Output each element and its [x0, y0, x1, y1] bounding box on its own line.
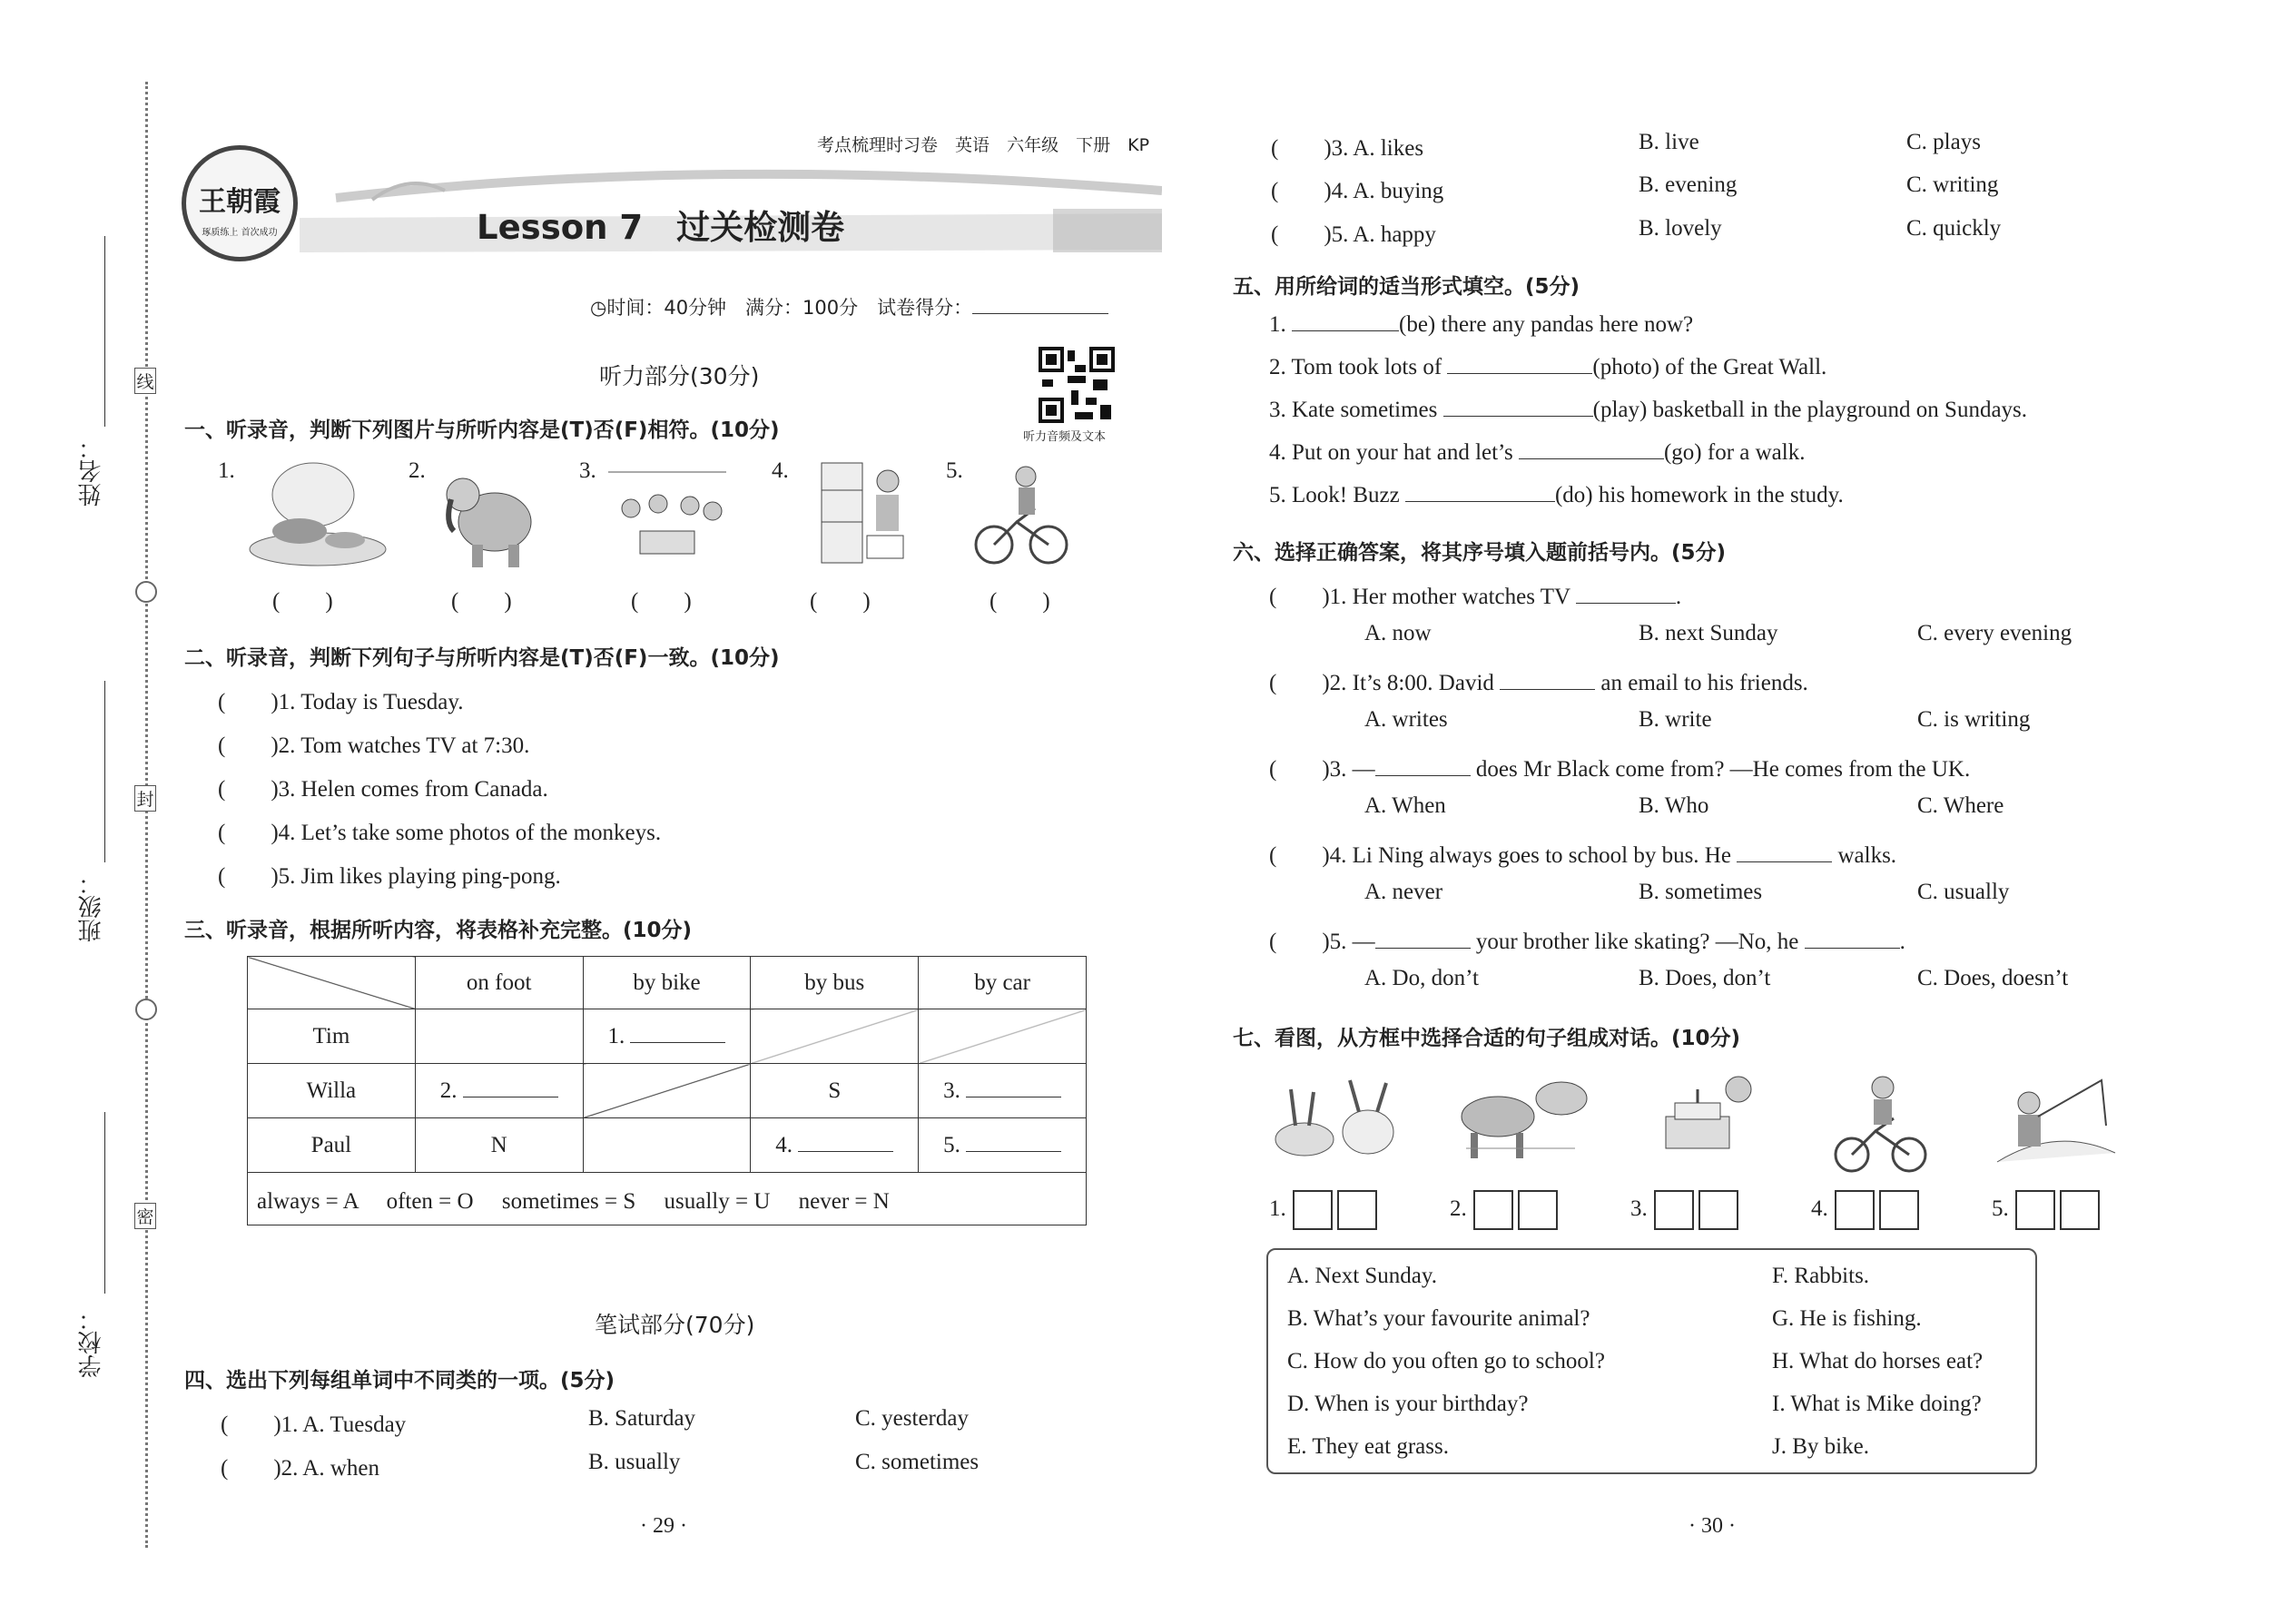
table-header: on foot — [415, 957, 583, 1009]
s7-option: G. He is fishing. — [1772, 1306, 1922, 1331]
s4-item-q: ( )2. A. when — [221, 1456, 379, 1481]
table-header: by bike — [583, 957, 751, 1009]
s7-option: E. They eat grass. — [1287, 1434, 1449, 1459]
s7-answer-box[interactable] — [1835, 1190, 1875, 1230]
page-number-left: · 29 · — [640, 1514, 687, 1538]
s4-item-q: ( )5. A. happy — [1271, 222, 1436, 247]
table-cell — [583, 1118, 751, 1173]
section3-title: 三、听录音，根据所听内容，将表格补充完整。(10分) — [184, 919, 693, 942]
table-row-name: Willa — [248, 1064, 416, 1118]
s7-answer-box[interactable] — [1654, 1190, 1694, 1230]
s6-question: ( )4. Li Ning always goes to school by bus. He walks. — [1269, 843, 1897, 868]
page-title: Lesson 7 过关检测卷 — [477, 208, 845, 247]
table-row-name: Paul — [248, 1118, 416, 1173]
s1-answer-3[interactable]: ( ) — [631, 589, 692, 614]
name-label: 姓名： — [78, 436, 105, 507]
s6-option-c: C. usually — [1917, 880, 2010, 904]
s1-num-2: 2. — [409, 458, 426, 483]
s7-num-4: 4. — [1811, 1196, 1828, 1221]
s1-num-4: 4. — [772, 458, 789, 483]
s6-option-b: B. Who — [1639, 793, 1709, 818]
s2-item: ( )4. Let’s take some photos of the monkeys. — [218, 821, 662, 845]
s6-option-a: A. Do, don’t — [1364, 966, 1479, 990]
seal-mi: 密 — [134, 1203, 156, 1229]
s4-item-q: ( )3. A. likes — [1271, 136, 1424, 161]
picture-sleeping-animals — [245, 454, 390, 567]
seal-feng: 封 — [134, 785, 156, 812]
s6-option-a: A. When — [1364, 793, 1446, 818]
s1-num-1: 1. — [218, 458, 235, 483]
s6-option-a: A. writes — [1364, 707, 1448, 732]
s7-answer-box[interactable] — [1879, 1190, 1919, 1230]
s2-item: ( )5. Jim likes playing ping-pong. — [218, 864, 561, 889]
s6-question: ( )2. It’s 8:00. David an email to his friends. — [1269, 671, 1808, 695]
s5-item[interactable]: 1. (be) there any pandas here now? — [1269, 312, 1694, 337]
s6-option-b: B. next Sunday — [1639, 621, 1778, 645]
s7-answer-box[interactable] — [1698, 1190, 1738, 1230]
s4-item-b: B. evening — [1639, 172, 1738, 197]
s4-item-c: C. writing — [1906, 172, 1999, 197]
s7-num-3: 3. — [1630, 1196, 1648, 1221]
s2-item: ( )3. Helen comes from Canada. — [218, 777, 548, 802]
header-series: 考点梳理时习卷 英语 六年级 下册 KP — [817, 135, 1150, 155]
s7-option: F. Rabbits. — [1772, 1264, 1870, 1288]
margin-ornament-icon — [135, 999, 157, 1020]
s7-answer-box[interactable] — [1518, 1190, 1558, 1230]
margin-ornament-icon — [135, 581, 157, 603]
picture-fishing — [1993, 1071, 2120, 1176]
s7-answer-box[interactable] — [1473, 1190, 1513, 1230]
s7-answer-box[interactable] — [1293, 1190, 1333, 1230]
s4-item-q: ( )4. A. buying — [1271, 179, 1444, 203]
table-cell-dotted — [751, 1009, 919, 1064]
s7-option: H. What do horses eat? — [1772, 1349, 1984, 1373]
s6-option-b: B. write — [1639, 707, 1712, 732]
binding-dotted-line — [145, 82, 148, 1548]
s1-answer-4[interactable]: ( ) — [810, 589, 871, 614]
table-cell: N — [415, 1118, 583, 1173]
qr-code — [1039, 347, 1115, 423]
qr-caption: 听力音频及文本 — [1023, 430, 1107, 444]
picture-birthday-cake — [1639, 1062, 1775, 1162]
s6-option-c: C. is writing — [1917, 707, 2031, 732]
s5-item[interactable]: 4. Put on your hat and let’s (go) for a walk. — [1269, 440, 1806, 465]
s5-item[interactable]: 2. Tom took lots of (photo) of the Great Wall. — [1269, 355, 1827, 379]
s6-question: ( )5. — your brother like skating? —No, he . — [1269, 930, 1905, 954]
picture-supermarket — [817, 458, 912, 572]
section7-title: 七、看图，从方框中选择合适的句子组成对话。(10分) — [1233, 1027, 1741, 1050]
class-line — [104, 681, 105, 862]
picture-horses — [1448, 1062, 1593, 1162]
s7-answer-box[interactable] — [2060, 1190, 2100, 1230]
s2-item: ( )2. Tom watches TV at 7:30. — [218, 733, 530, 758]
s6-question: ( )3. — does Mr Black come from? —He comes from the UK. — [1269, 757, 1971, 782]
school-line — [104, 1112, 105, 1294]
s1-answer-1[interactable]: ( ) — [272, 589, 333, 614]
s6-option-c: C. Where — [1917, 793, 2004, 818]
table-cell-dotted — [919, 1009, 1087, 1064]
s6-option-a: A. never — [1364, 880, 1443, 904]
clock-icon: ◷ — [590, 297, 607, 319]
s1-num-3: 3. — [579, 458, 596, 483]
picture-party-children — [604, 458, 731, 572]
s7-option: I. What is Mike doing? — [1772, 1392, 1982, 1416]
s7-option: J. By bike. — [1772, 1434, 1869, 1459]
school-label: 学校： — [78, 1307, 105, 1378]
exam-info: ◷时间：40分钟 满分：100分 试卷得分： — [590, 293, 1108, 320]
picture-boy-cycling — [971, 458, 1071, 572]
section1-title: 一、听录音，判断下列图片与所听内容是(T)否(F)相符。(10分) — [184, 418, 780, 442]
s7-answer-box[interactable] — [1337, 1190, 1377, 1230]
s4-item-c: C. plays — [1906, 130, 1981, 154]
table-cell[interactable]: 4. — [751, 1118, 919, 1173]
class-label: 班级： — [78, 871, 105, 942]
s1-answer-2[interactable]: ( ) — [451, 589, 512, 614]
page-number-right: · 30 · — [1689, 1514, 1736, 1538]
table-header: by bus — [751, 957, 919, 1009]
s6-option-b: B. sometimes — [1639, 880, 1763, 904]
seal-xian: 线 — [134, 368, 156, 394]
s7-num-2: 2. — [1450, 1196, 1467, 1221]
s4-item-c: C. quickly — [1906, 216, 2002, 241]
picture-elephant — [440, 458, 540, 572]
table-cell[interactable]: 2. — [415, 1064, 583, 1118]
s6-option-b: B. Does, don’t — [1639, 966, 1771, 990]
table-cell[interactable]: 1. — [583, 1009, 751, 1064]
transport-table — [247, 956, 1087, 1225]
section2-title: 二、听录音，判断下列句子与所听内容是(T)否(F)一致。(10分) — [184, 646, 780, 670]
table-row-name: Tim — [248, 1009, 416, 1064]
table-legend: always = A often = O sometimes = S usually = U never = N — [248, 1173, 1087, 1225]
name-line — [104, 236, 105, 427]
s6-option-c: C. Does, doesn’t — [1917, 966, 2069, 990]
s5-item[interactable]: 3. Kate sometimes (play) basketball in the playground on Sundays. — [1269, 398, 2028, 422]
s6-option-c: C. every evening — [1917, 621, 2072, 645]
table-header: by car — [919, 957, 1087, 1009]
section4-title: 四、选出下列每组单词中不同类的一项。(5分) — [184, 1369, 615, 1393]
table-cell[interactable]: 3. — [919, 1064, 1087, 1118]
s7-option: B. What’s your favourite animal? — [1287, 1306, 1590, 1331]
s7-answer-box[interactable] — [2015, 1190, 2055, 1230]
s4-item-b: B. lovely — [1639, 216, 1722, 241]
s7-num-5: 5. — [1992, 1196, 2009, 1221]
s6-question: ( )1. Her mother watches TV . — [1269, 585, 1682, 609]
brand-logo: 王朝霞 琢质练上 首次成功 — [182, 145, 298, 261]
s7-num-1: 1. — [1269, 1196, 1286, 1221]
section6-title: 六、选择正确答案，将其序号填入题前括号内。(5分) — [1233, 541, 1727, 565]
s4-item-b: B. live — [1639, 130, 1699, 154]
s4-item-q: ( )1. A. Tuesday — [221, 1412, 407, 1437]
table-corner — [248, 957, 416, 1009]
picture-rabbits — [1264, 1076, 1409, 1162]
s4-item-b: B. usually — [588, 1450, 681, 1474]
table-cell[interactable]: 5. — [919, 1118, 1087, 1173]
table-cell — [415, 1009, 583, 1064]
s4-item-c: C. yesterday — [855, 1406, 969, 1431]
table-cell: S — [751, 1064, 919, 1118]
s2-item: ( )1. Today is Tuesday. — [218, 690, 464, 714]
s1-num-5: 5. — [946, 458, 963, 483]
s4-item-c: C. sometimes — [855, 1450, 980, 1474]
s7-option: A. Next Sunday. — [1287, 1264, 1438, 1288]
s6-option-a: A. now — [1364, 621, 1432, 645]
s1-answer-5[interactable]: ( ) — [989, 589, 1050, 614]
section5-title: 五、用所给词的适当形式填空。(5分) — [1233, 275, 1580, 299]
writing-title: 笔试部分(70分) — [595, 1312, 755, 1338]
s5-item[interactable]: 5. Look! Buzz (do) his homework in the study. — [1269, 483, 1844, 507]
table-cell-crossed — [583, 1064, 751, 1118]
s7-option: D. When is your birthday? — [1287, 1392, 1529, 1416]
picture-mike-cycling — [1832, 1071, 1932, 1176]
s7-option: C. How do you often go to school? — [1287, 1349, 1605, 1373]
s4-item-b: B. Saturday — [588, 1406, 696, 1431]
listening-title: 听力部分(30分) — [599, 363, 760, 389]
